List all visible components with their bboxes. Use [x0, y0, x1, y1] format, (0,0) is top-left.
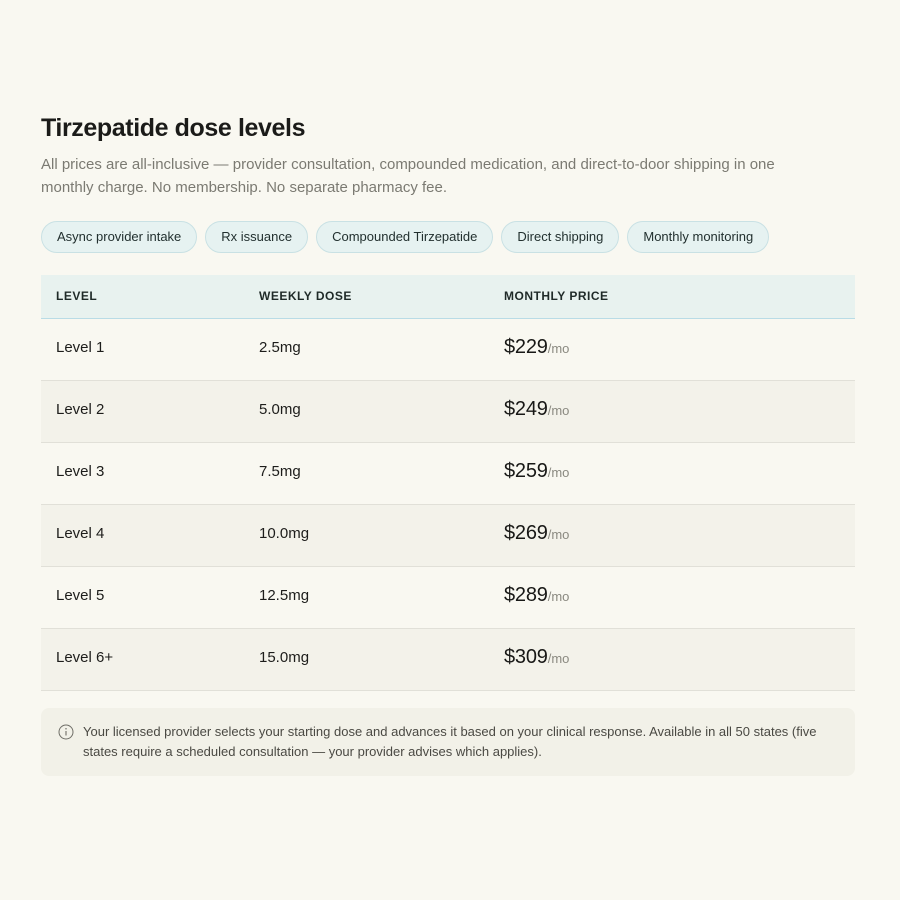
chip-monthly-monitoring: Monthly monitoring — [627, 221, 769, 253]
page-title: Tirzepatide dose levels — [41, 114, 306, 142]
per-month-label: /mo — [547, 464, 570, 480]
page-subtitle: All prices are all-inclusive — provider consultation, compounded medication, and direct-to-door shipping in one monthly charge. No membership. No separate pharmacy fee. — [41, 156, 775, 196]
price-value: $249 — [504, 397, 548, 420]
level-cell: Level 1 — [41, 318, 244, 380]
price-value: $259 — [504, 459, 548, 482]
price-cell — [489, 628, 855, 690]
table-row — [41, 442, 855, 504]
table-header-row — [41, 275, 855, 318]
chip-async-provider-intake: Async provider intake — [41, 221, 197, 253]
level-cell: Level 5 — [41, 566, 244, 628]
level-cell: Level 2 — [41, 380, 244, 442]
table-row — [41, 504, 855, 566]
price-cell — [489, 566, 855, 628]
per-month-label: /mo — [547, 402, 570, 418]
dose-cell: 2.5mg — [244, 318, 489, 380]
price-cell — [489, 318, 855, 380]
price-value: $309 — [504, 645, 548, 668]
header-monthly-price: MONTHLY PRICE — [489, 275, 855, 318]
dose-cell: 7.5mg — [244, 442, 489, 504]
dose-levels-section — [41, 112, 855, 776]
chip-compounded-tirzepatide: Compounded Tirzepatide — [316, 221, 493, 253]
dose-price-table — [41, 275, 855, 691]
price-value: $269 — [504, 521, 548, 544]
per-month-label: /mo — [547, 340, 570, 356]
price-cell — [489, 504, 855, 566]
note-text: Your licensed provider selects your starting dose and advances it based on your clinical response. Available in all 50 states (five states require a scheduled consultation — your provider advises which applies). — [83, 723, 817, 759]
price-cell — [489, 442, 855, 504]
per-month-label: /mo — [547, 526, 570, 542]
level-cell: Level 6+ — [41, 628, 244, 690]
table-row — [41, 566, 855, 628]
price-value: $229 — [504, 335, 548, 358]
chip-direct-shipping: Direct shipping — [501, 221, 619, 253]
dosing-note — [41, 708, 855, 776]
dose-cell: 15.0mg — [244, 628, 489, 690]
table-row — [41, 380, 855, 442]
info-icon — [58, 724, 74, 740]
chip-rx-issuance: Rx issuance — [205, 221, 308, 253]
dose-cell: 5.0mg — [244, 380, 489, 442]
per-month-label: /mo — [547, 588, 570, 604]
per-month-label: /mo — [547, 650, 570, 666]
table-row — [41, 628, 855, 690]
header-level: LEVEL — [41, 275, 244, 318]
level-cell: Level 3 — [41, 442, 244, 504]
header-weekly-dose: WEEKLY DOSE — [244, 275, 489, 318]
price-value: $289 — [504, 583, 548, 606]
included-services-chips — [41, 221, 855, 253]
dose-cell: 10.0mg — [244, 504, 489, 566]
table-row — [41, 318, 855, 380]
dose-cell: 12.5mg — [244, 566, 489, 628]
level-cell: Level 4 — [41, 504, 244, 566]
price-cell — [489, 380, 855, 442]
